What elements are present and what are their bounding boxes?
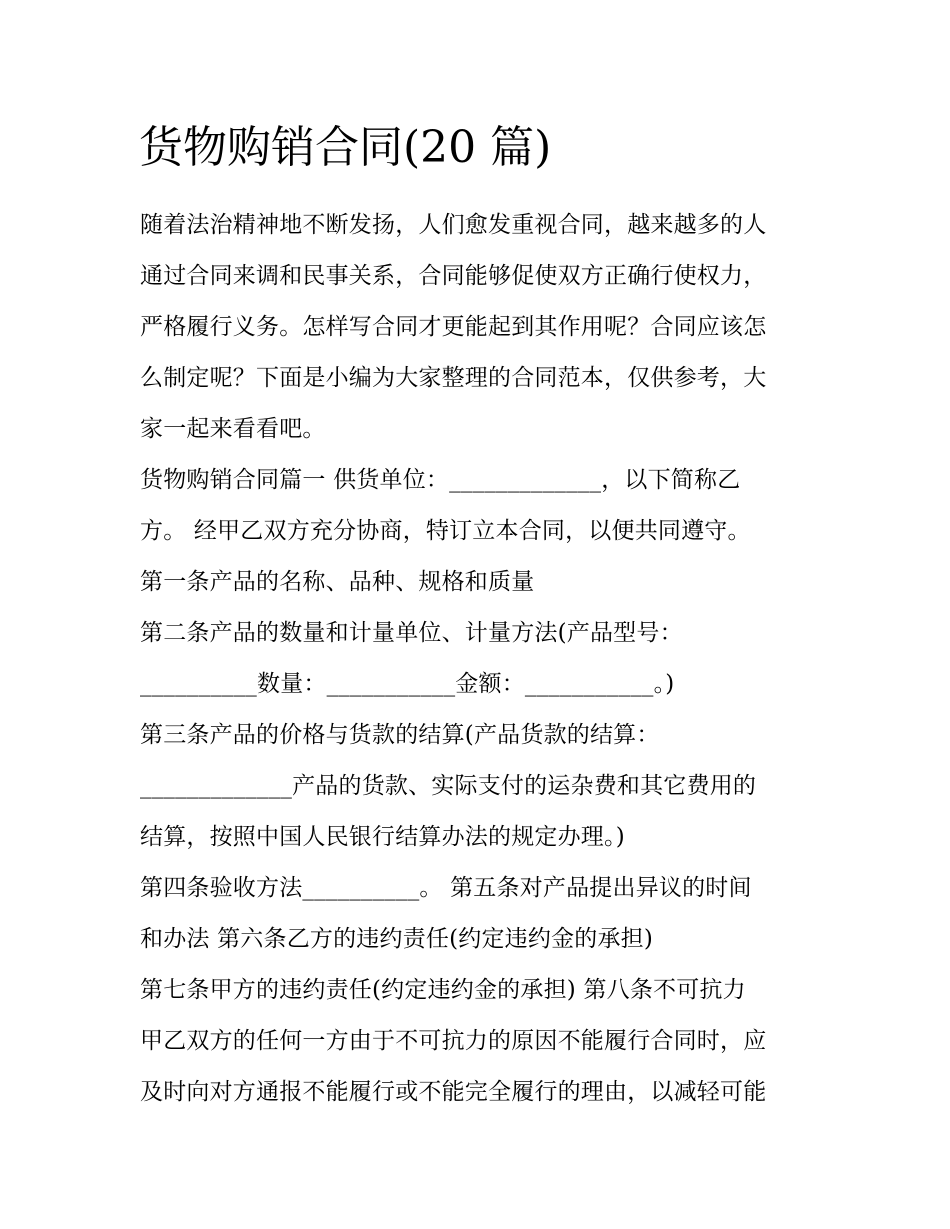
body-line-11: 第三条产品的价格与货款的结算(产品货款的结算： <box>140 722 660 748</box>
body-line-6: 货物购销合同篇一 供货单位：_____________，以下简称乙 <box>140 467 741 493</box>
document-body <box>140 200 820 1118</box>
body-line-17: 甲乙双方的任何一方由于不可抗力的原因不能履行合同时，应 <box>140 1028 767 1054</box>
body-line-8: 第一条产品的名称、品种、规格和质量 <box>140 569 535 595</box>
body-line-10: __________数量：___________金额：___________。) <box>140 671 675 697</box>
body-line-16: 第七条甲方的违约责任(约定违约金的承担) 第八条不可抗力 <box>140 977 746 1003</box>
body-line-5: 家一起来看看吧。 <box>140 416 326 442</box>
body-line-15: 和办法 第六条乙方的违约责任(约定违约金的承担) <box>140 926 654 952</box>
body-line-1: 随着法治精神地不断发扬，人们愈发重视合同，越来越多的人 <box>140 212 767 238</box>
document-title: 货物购销合同(20 篇) <box>139 122 552 173</box>
body-line-13: 结算，按照中国人民银行结算办法的规定办理。) <box>140 824 625 850</box>
body-line-9: 第二条产品的数量和计量单位、计量方法(产品型号： <box>140 620 683 646</box>
body-line-14: 第四条验收方法__________。 第五条对产品提出异议的时间 <box>140 875 752 901</box>
body-line-3: 严格履行义务。怎样写合同才更能起到其作用呢？合同应该怎 <box>140 314 767 340</box>
body-line-18: 及时向对方通报不能履行或不能完全履行的理由，以减轻可能 <box>140 1079 767 1105</box>
body-line-4: 么制定呢？下面是小编为大家整理的合同范本，仅供参考，大 <box>140 365 767 391</box>
body-line-7: 方。 经甲乙双方充分协商，特订立本合同，以便共同遵守。 <box>140 518 751 544</box>
body-line-2: 通过合同来调和民事关系，合同能够促使双方正确行使权力， <box>140 263 767 289</box>
body-line-12: _____________产品的货款、实际支付的运杂费和其它费用的 <box>140 773 757 799</box>
